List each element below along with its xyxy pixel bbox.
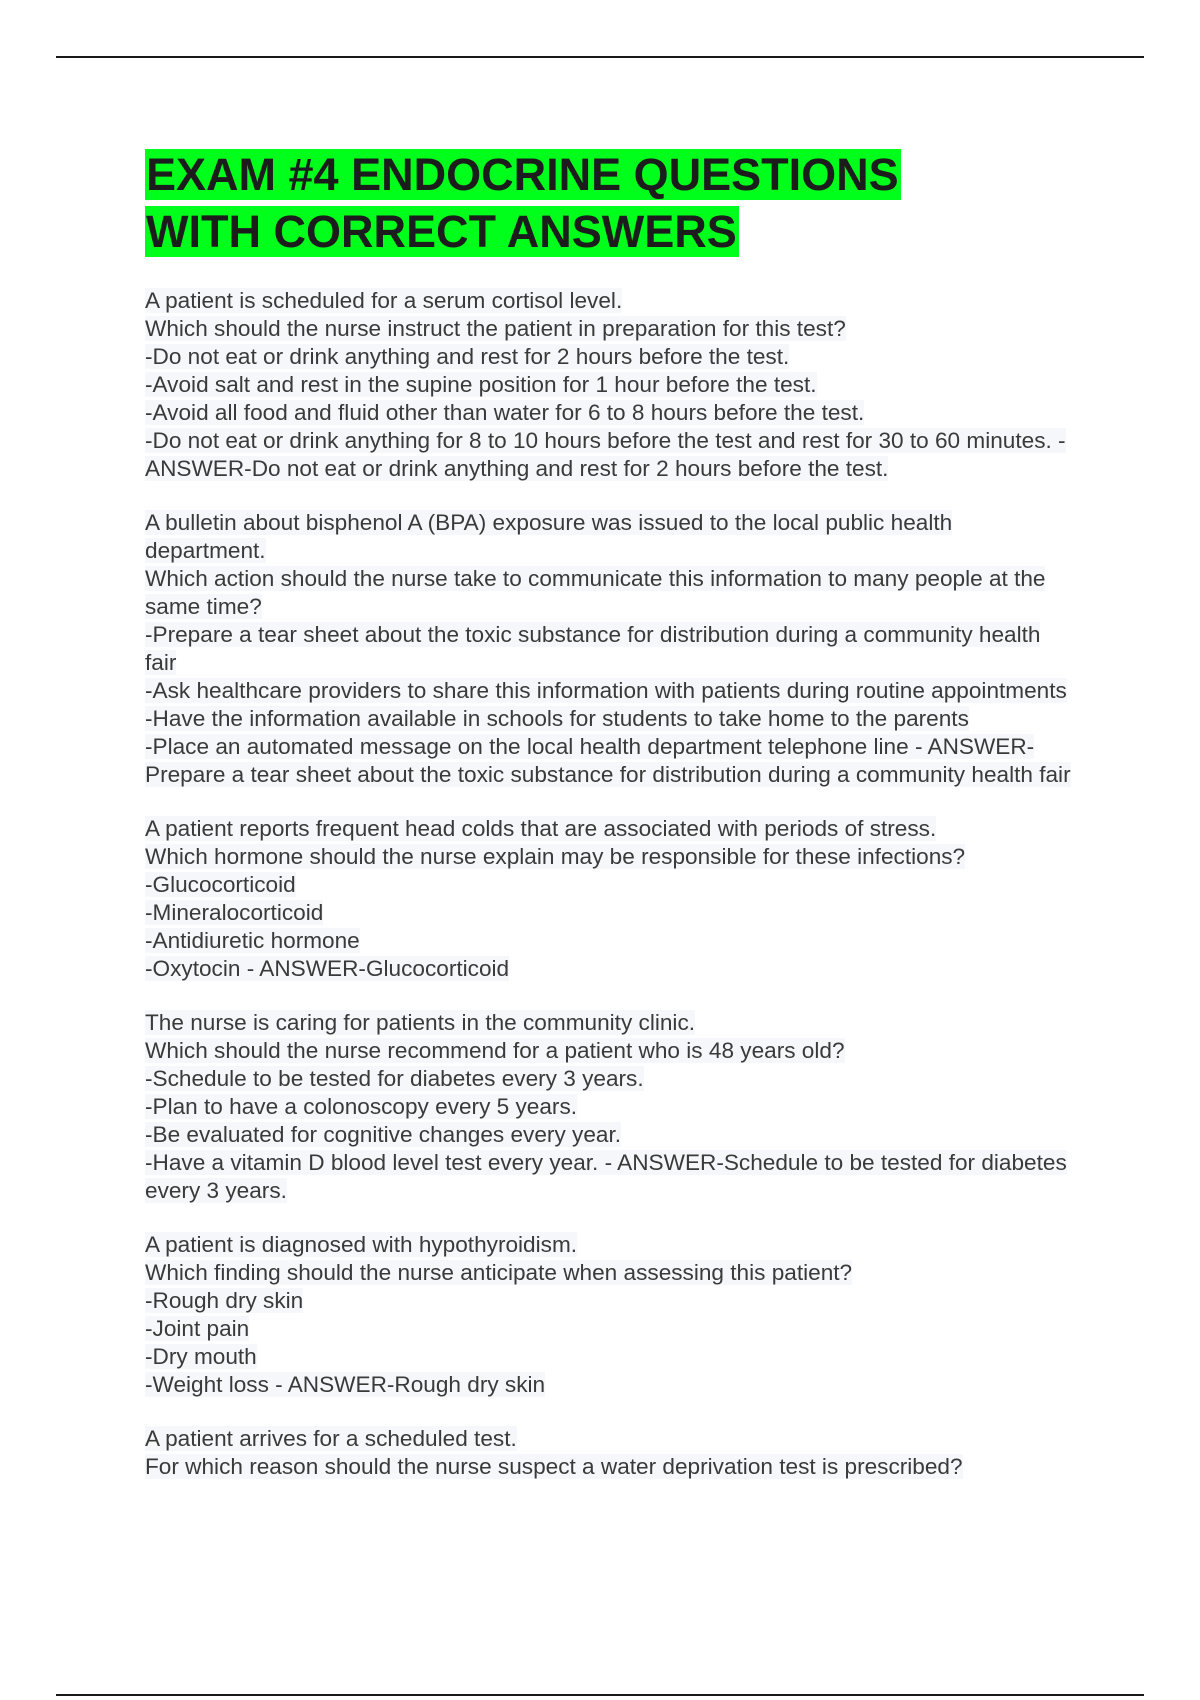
option-answer-line: -Oxytocin - ANSWER-Glucocorticoid — [145, 956, 510, 981]
document-body — [145, 146, 1075, 1507]
option-line: -Ask healthcare providers to share this information with patients during routine appointments — [145, 678, 1067, 703]
question-line: A patient arrives for a scheduled test. — [145, 1426, 517, 1451]
question-line: Which hormone should the nurse explain may be responsible for these infections? — [145, 844, 966, 869]
question-line: Which should the nurse instruct the patient in preparation for this test? — [145, 316, 846, 341]
option-line: -Avoid all food and fluid other than water for 6 to 8 hours before the test. — [145, 400, 865, 425]
question-block-1 — [145, 287, 1075, 483]
option-answer-line: -Do not eat or drink anything for 8 to 10 hours before the test and rest for 30 to 60 minutes. - ANSWER-Do not eat or drink anything and rest for 2 hours before the test. — [145, 428, 1066, 481]
question-line: Which should the nurse recommend for a patient who is 48 years old? — [145, 1038, 845, 1063]
question-line: A patient is diagnosed with hypothyroidism. — [145, 1232, 578, 1257]
question-block-2 — [145, 509, 1075, 789]
bottom-rule — [56, 1694, 1144, 1696]
title-line-1: EXAM #4 ENDOCRINE QUESTIONS — [146, 149, 899, 200]
option-answer-line: -Weight loss - ANSWER-Rough dry skin — [145, 1372, 546, 1397]
question-line: A patient reports frequent head colds that are associated with periods of stress. — [145, 816, 937, 841]
option-line: -Antidiuretic hormone — [145, 928, 360, 953]
document-title — [145, 146, 1075, 260]
option-line: -Schedule to be tested for diabetes every 3 years. — [145, 1066, 644, 1091]
question-block-5 — [145, 1231, 1075, 1399]
option-line: -Mineralocorticoid — [145, 900, 324, 925]
question-line: A bulletin about bisphenol A (BPA) exposure was issued to the local public health department. — [145, 510, 953, 563]
option-line: -Glucocorticoid — [145, 872, 296, 897]
top-rule — [56, 56, 1144, 58]
question-line: Which finding should the nurse anticipate when assessing this patient? — [145, 1260, 853, 1285]
option-line: -Joint pain — [145, 1316, 250, 1341]
question-line: Which action should the nurse take to communicate this information to many people at the same time? — [145, 566, 1046, 619]
option-line: -Avoid salt and rest in the supine position for 1 hour before the test. — [145, 372, 817, 397]
question-block-3 — [145, 815, 1075, 983]
option-line: -Plan to have a colonoscopy every 5 years. — [145, 1094, 578, 1119]
option-answer-line: -Have a vitamin D blood level test every year. - ANSWER-Schedule to be tested for diabetes every 3 years. — [145, 1150, 1067, 1203]
option-line: -Have the information available in schools for students to take home to the parents — [145, 706, 969, 731]
option-line: -Be evaluated for cognitive changes every year. — [145, 1122, 622, 1147]
option-answer-line: -Place an automated message on the local health department telephone line - ANSWER-Prepare a tear sheet about the toxic substance for distribution during a community health fair — [145, 734, 1071, 787]
option-line: -Rough dry skin — [145, 1288, 304, 1313]
question-line: A patient is scheduled for a serum cortisol level. — [145, 288, 623, 313]
title-line-2: WITH CORRECT ANSWERS — [146, 206, 737, 257]
question-line: For which reason should the nurse suspect a water deprivation test is prescribed? — [145, 1454, 963, 1479]
option-line: -Prepare a tear sheet about the toxic substance for distribution during a community health fair — [145, 622, 1041, 675]
question-block-6 — [145, 1425, 1075, 1481]
question-line: The nurse is caring for patients in the community clinic. — [145, 1010, 696, 1035]
option-line: -Dry mouth — [145, 1344, 257, 1369]
option-line: -Do not eat or drink anything and rest for 2 hours before the test. — [145, 344, 790, 369]
question-block-4 — [145, 1009, 1075, 1205]
